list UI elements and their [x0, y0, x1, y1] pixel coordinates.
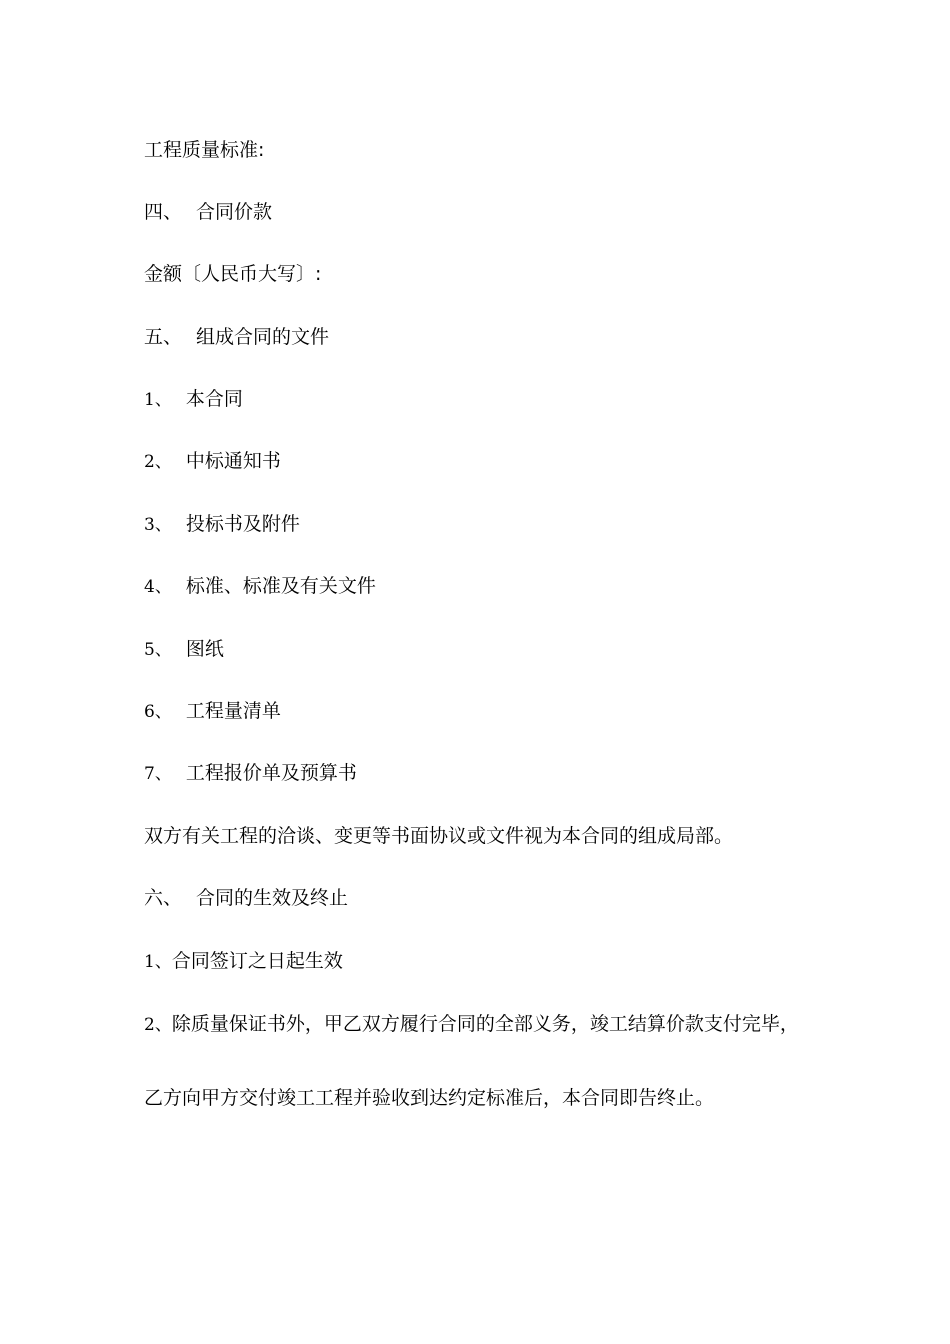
list-item-number: 4、	[144, 577, 172, 597]
list-item-text: 中标通知书	[185, 450, 281, 472]
list-item-text: 工程量清单	[185, 700, 281, 722]
list-item-text: 图纸	[185, 638, 224, 660]
effect-item-continuation-text: 乙方向甲方交付竣工工程并验收到达约定标准后，本合同即告终止。	[144, 1087, 715, 1109]
amount-text: 金额〔人民币大写〕:	[144, 263, 322, 285]
both-parties-text: 双方有关工程的洽谈、变更等书面协议或文件视为本合同的组成局部。	[144, 825, 734, 847]
list-item	[144, 636, 224, 663]
section-4-number: 四、	[144, 201, 183, 223]
section-5-heading	[144, 324, 329, 350]
section-6-number: 六、	[144, 887, 183, 909]
list-item	[144, 511, 300, 538]
section-5-number: 五、	[144, 326, 183, 348]
list-item	[144, 698, 281, 725]
effect-item	[144, 1011, 799, 1038]
list-item	[144, 760, 357, 787]
section-6-title: 合同的生效及终止	[196, 887, 349, 909]
effect-item-number: 2、	[144, 1015, 172, 1035]
list-item	[144, 448, 281, 475]
quality-standard-text: 工程质量标准:	[144, 139, 265, 161]
section-4-heading	[144, 199, 272, 225]
section-4-title: 合同价款	[196, 201, 273, 223]
list-item-number: 7、	[144, 764, 172, 784]
list-item-text: 标准、标准及有关文件	[185, 575, 376, 597]
list-item	[144, 386, 243, 413]
list-item-number: 2、	[144, 452, 172, 472]
list-item-text: 投标书及附件	[185, 513, 300, 535]
both-parties-paragraph	[144, 823, 733, 849]
section-6-heading	[144, 885, 348, 911]
list-item-number: 5、	[144, 640, 172, 660]
list-item-text: 本合同	[185, 388, 243, 410]
effect-item-continuation	[144, 1085, 714, 1111]
effect-item-number: 1、	[144, 952, 172, 972]
list-item-number: 6、	[144, 702, 172, 722]
amount-line	[144, 261, 321, 287]
list-item-text: 工程报价单及预算书	[185, 762, 357, 784]
list-item-number: 3、	[144, 515, 172, 535]
list-item	[144, 573, 376, 600]
effect-item	[144, 948, 343, 975]
effect-item-text: 合同签订之日起生效	[171, 950, 343, 972]
list-item-number: 1、	[144, 390, 172, 410]
section-5-title: 组成合同的文件	[196, 326, 330, 348]
quality-standard-line	[144, 137, 264, 163]
effect-item-text: 除质量保证书外，甲乙双方履行合同的全部义务，竣工结算价款支付完毕，	[171, 1013, 799, 1035]
